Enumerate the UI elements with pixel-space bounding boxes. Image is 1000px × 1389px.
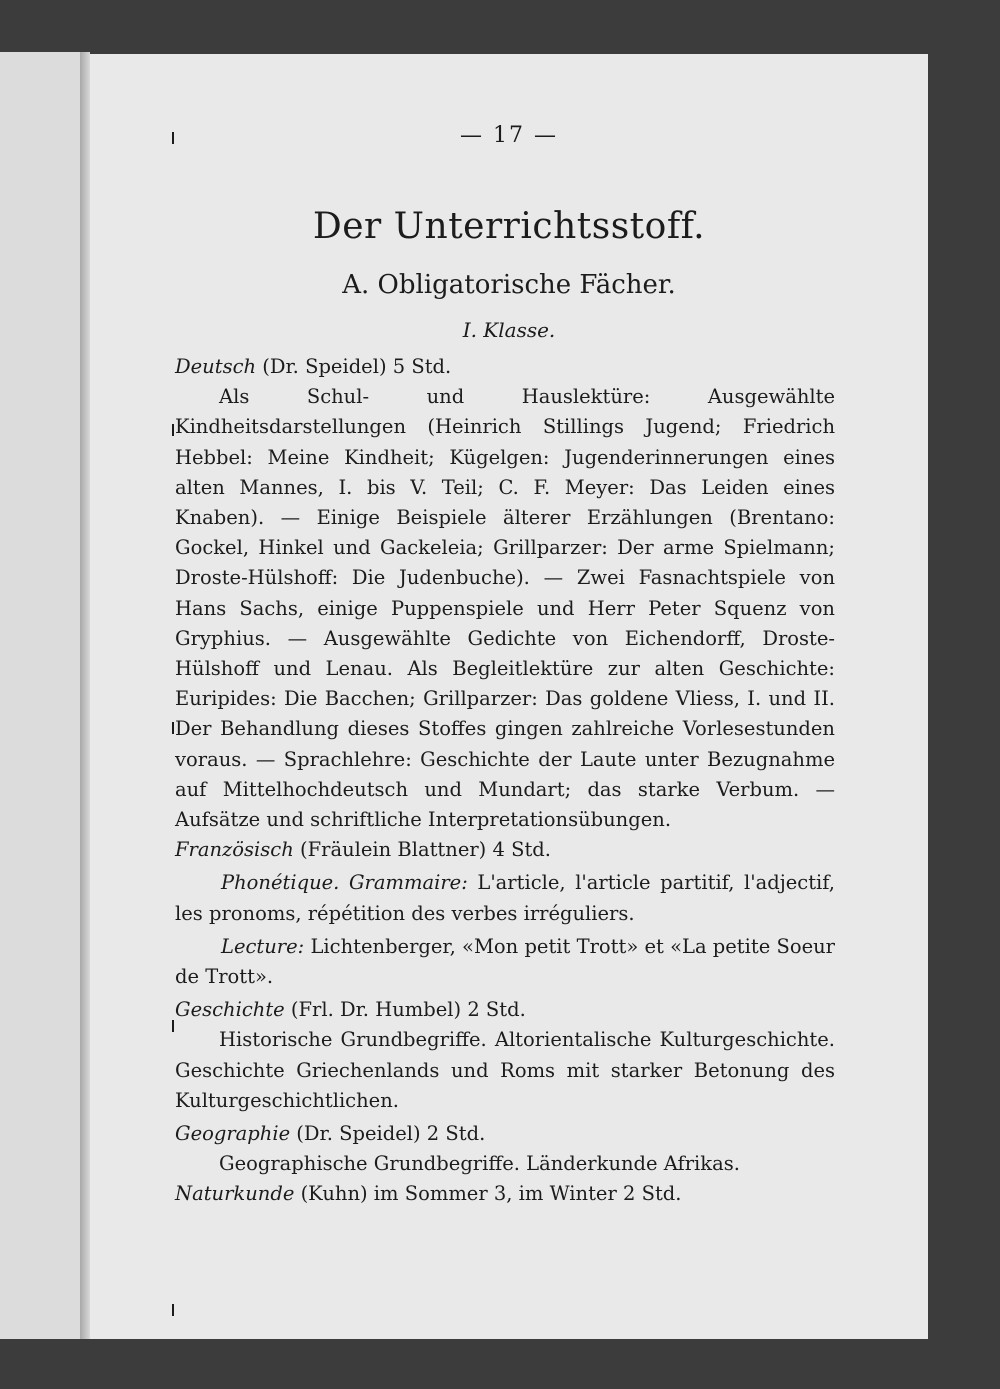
subject-name: Deutsch xyxy=(175,355,257,378)
subject-teacher-hours: (Frl. Dr. Humbel) 2 Std. xyxy=(284,998,526,1022)
subject-name: Geschichte xyxy=(175,998,285,1022)
book-gutter xyxy=(80,52,90,1339)
subject-text-lecture xyxy=(175,932,835,992)
subject-text-deutsch: Als Schul- und Hauslektüre: Ausgewählte Kindheitsdarstellungen (Heinrich Stillings Jugend; Friedrich Hebbel: Meine Kindheit; Kügelgen: Jugenderinnerungen eines alten Mannes, I. bis V. Teil; C. F. Meyer: Das Leiden eines Knaben). — Einige Beispiele älterer Erzählungen (Brentano: Gockel, Hinkel und Gackeleia; Grillparzer: Der arme Spielmann; Droste-Hülshoff: Die Judenbuche). — Zwei Fasnachtspiele von Hans Sachs, einige Puppenspiele und Herr Peter Squenz von Gryphius. — Ausgewählte Gedichte von Eichendorff, Droste-Hülshoff und Lenau. Als Begleitlektüre zur alten Geschichte: Euripides: Die Bacchen; Grillparzer: Das goldene Vliess, I. und II. Der Behandlung dieses Stoffes gingen zahlreiche Vorlesestunden voraus. — Sprachlehre: Geschichte der Laute unter Bezugnahme auf Mittelhochdeutsch und Mundart; das starke Verbum. — Aufsätze und schriftliche Interpretationsübungen. xyxy=(175,385,835,832)
subject-heading-naturkunde xyxy=(175,1179,835,1209)
subject-heading-franzoesisch xyxy=(175,835,835,865)
subject-heading-geschichte xyxy=(175,995,835,1025)
margin-mark xyxy=(172,424,174,436)
subject-heading-geographie xyxy=(175,1119,835,1149)
margin-mark xyxy=(172,1304,174,1316)
lecture-text: Lichtenberger, «Mon petit Trott» et «La petite Soeur de Trott». xyxy=(175,934,835,989)
lecture-label: Lecture: xyxy=(221,934,305,958)
margin-mark xyxy=(172,722,174,734)
subject-text-phonetique xyxy=(175,868,835,928)
subject-teacher-hours: (Dr. Speidel) 5 Std. xyxy=(256,355,452,378)
subject-name: Französisch xyxy=(175,838,294,862)
subject-name: Geographie xyxy=(175,1122,291,1146)
subject-text-geschichte: Historische Grundbegriffe. Altorientalische Kulturgeschichte. Geschichte Griechenlands und Roms mit starker Betonung des Kulturgeschichtlichen. xyxy=(175,1028,835,1112)
facing-page-edge xyxy=(0,52,81,1339)
body-text xyxy=(175,352,835,1210)
subject-text-geographie: Geographische Grundbegriffe. Länderkunde Afrikas. xyxy=(219,1152,740,1176)
book-page xyxy=(90,54,928,1339)
phonetique-text: L'article, l'article partitif, l'adjectif, les pronoms, répétition des verbes irréguliers. xyxy=(175,871,836,925)
subject-teacher-hours: (Fräulein Blattner) 4 Std. xyxy=(293,838,551,862)
subject-teacher-hours: (Dr. Speidel) 2 Std. xyxy=(290,1122,486,1146)
margin-mark xyxy=(172,1020,174,1032)
phonetique-label: Phonétique. Grammaire: xyxy=(221,871,468,895)
class-heading: I. Klasse. xyxy=(462,318,556,342)
subject-name: Naturkunde xyxy=(175,1182,295,1206)
page-title: Der Unterrichtsstoff. xyxy=(312,206,706,247)
subject-heading-deutsch xyxy=(175,352,835,382)
subject-teacher-hours: (Kuhn) im Sommer 3, im Winter 2 Std. xyxy=(294,1182,682,1206)
page-number: — 17 — xyxy=(460,123,558,148)
section-heading: A. Obligatorische Fächer. xyxy=(342,270,676,300)
